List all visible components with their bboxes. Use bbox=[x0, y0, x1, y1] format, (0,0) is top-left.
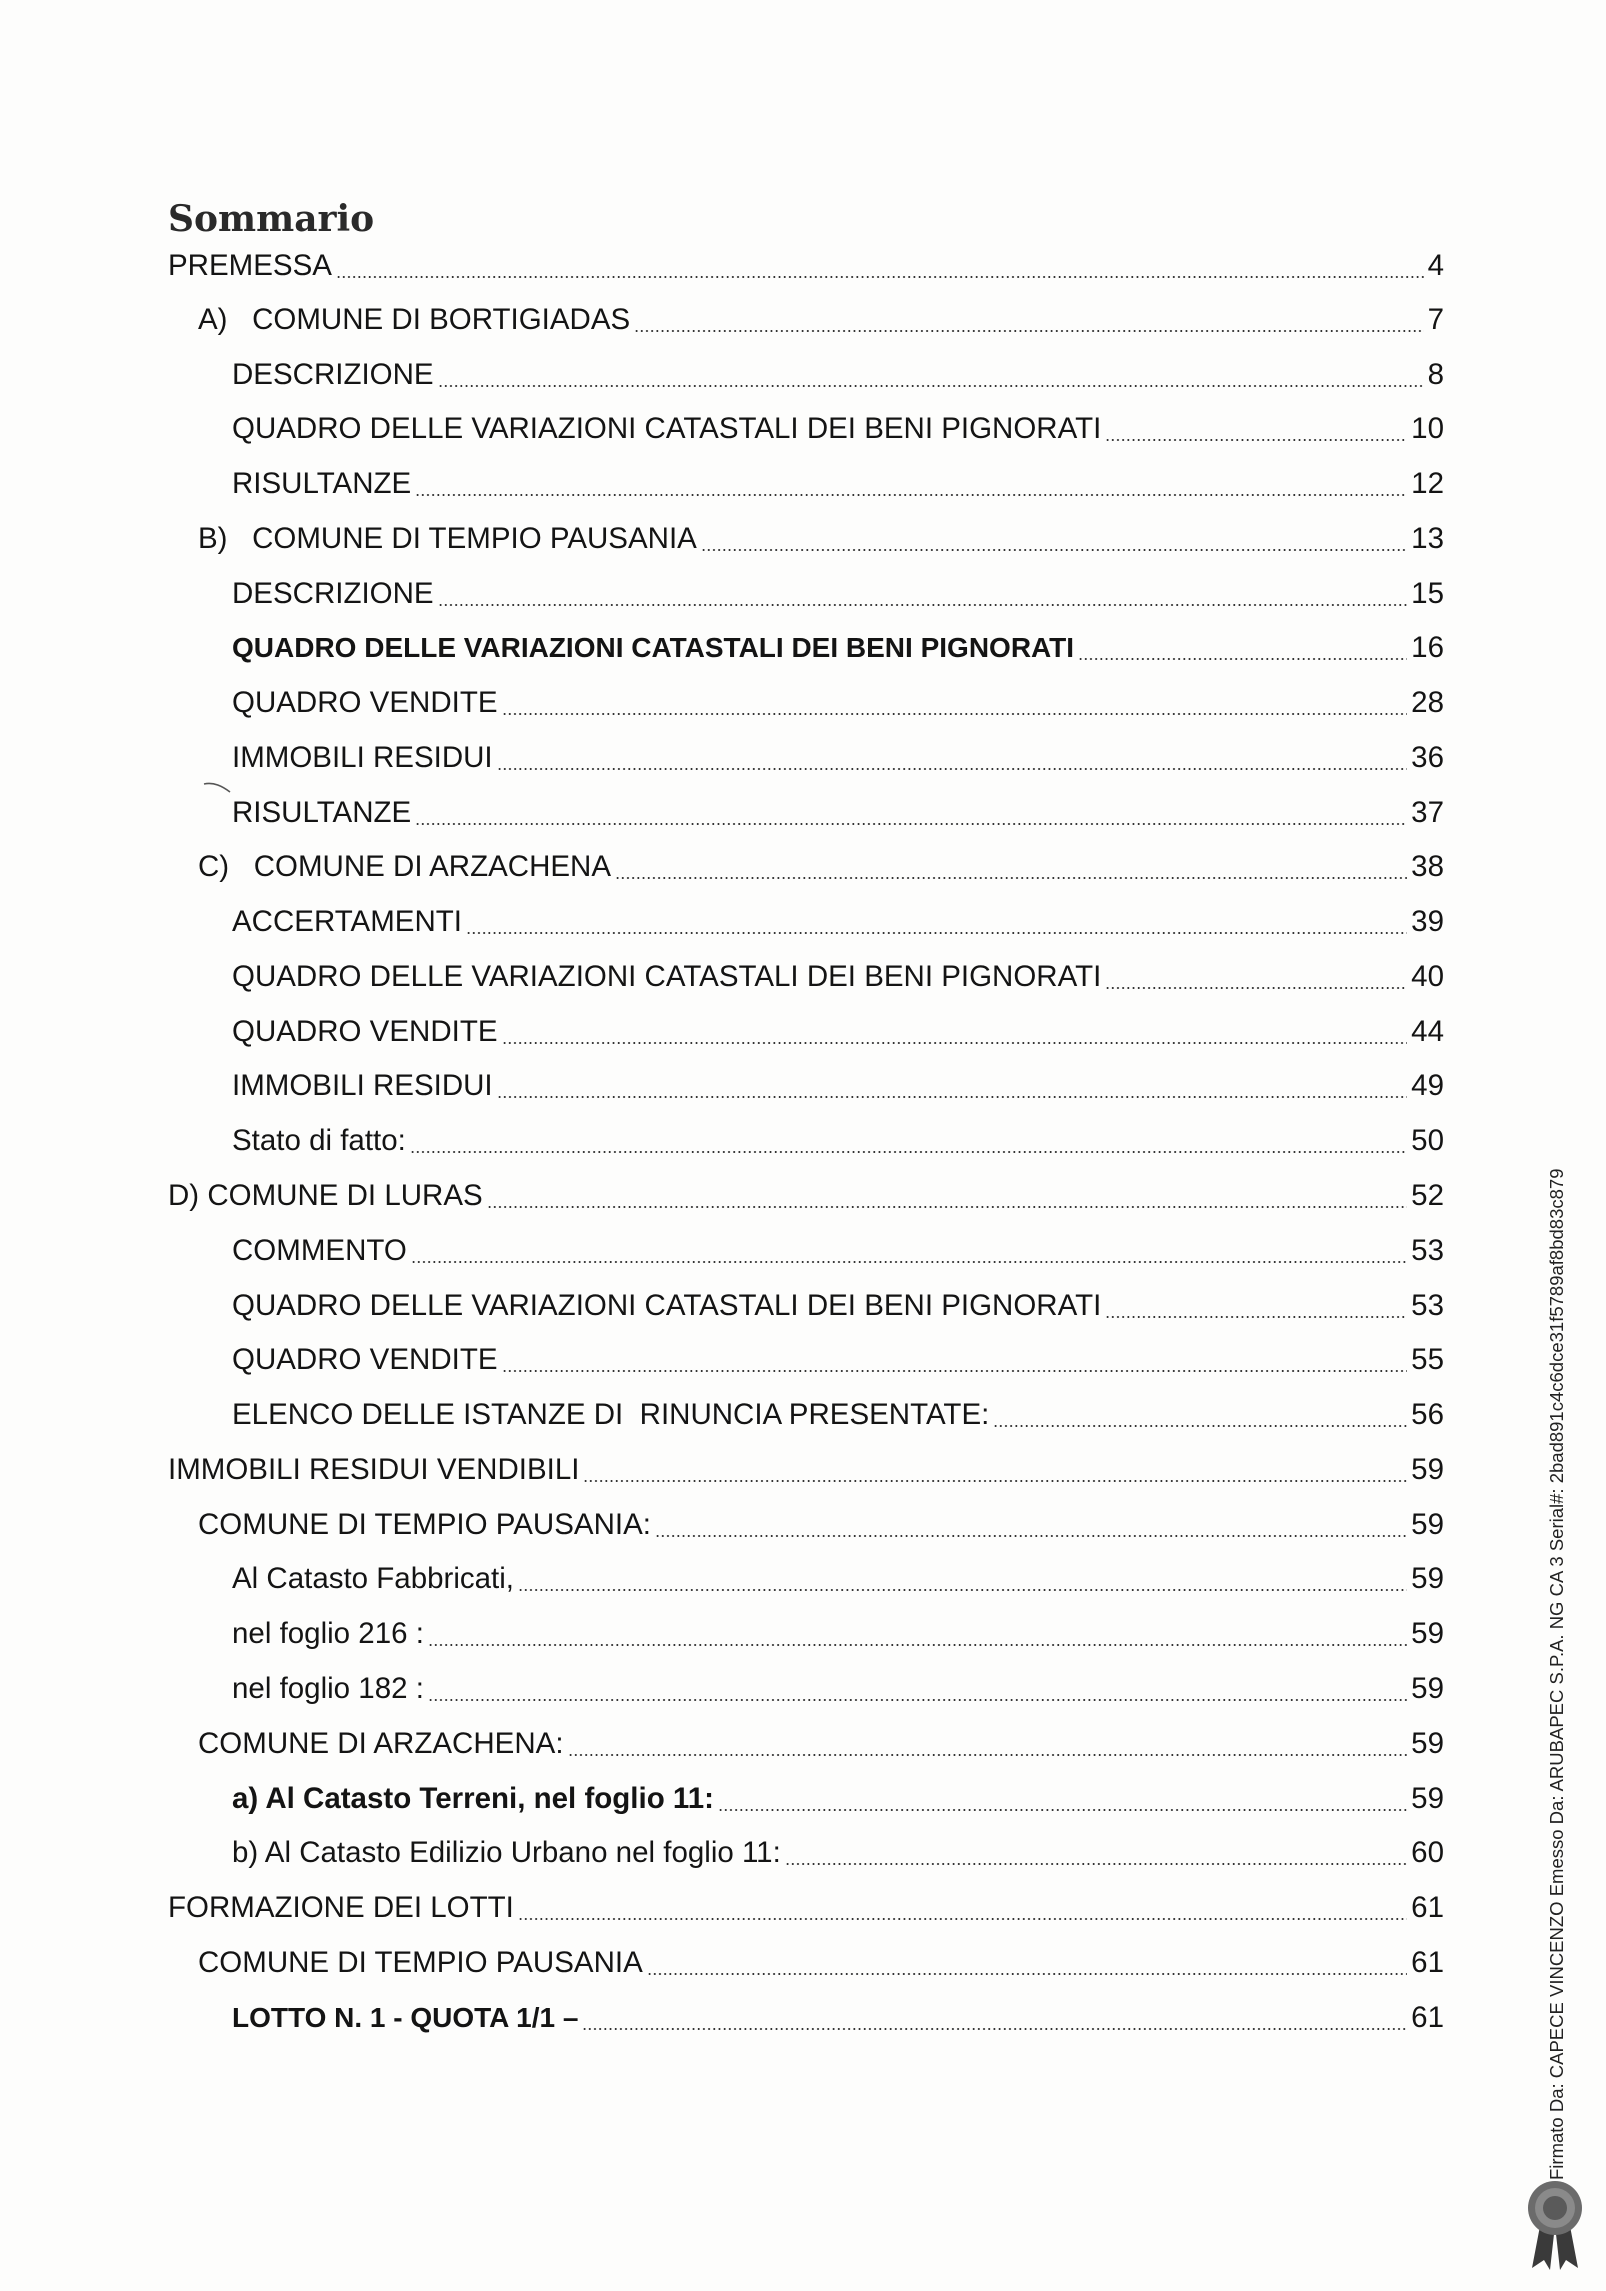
toc-entry bbox=[232, 1014, 1444, 1050]
toc-entry-page: 59 bbox=[1411, 1453, 1444, 1486]
toc-entry-page: 16 bbox=[1411, 631, 1444, 664]
toc-entry-page: 36 bbox=[1411, 741, 1444, 774]
toc-entry-page: 53 bbox=[1411, 1234, 1444, 1267]
toc-entry-page: 59 bbox=[1411, 1672, 1444, 1705]
toc-entry-title: b) Al Catasto Edilizio Urbano nel foglio 11: bbox=[232, 1836, 781, 1869]
toc-entry bbox=[232, 1835, 1444, 1871]
toc-entry bbox=[232, 1397, 1444, 1433]
toc-entry-title: DESCRIZIONE bbox=[232, 358, 434, 391]
toc-entry bbox=[232, 740, 1444, 776]
toc-entry-title: COMMENTO bbox=[232, 1234, 407, 1267]
toc-entry-page: 52 bbox=[1411, 1179, 1444, 1212]
toc-entry-page: 39 bbox=[1411, 905, 1444, 938]
page-title: Sommario bbox=[168, 198, 375, 240]
dot-leader bbox=[647, 1973, 1407, 1975]
toc-entry-title: PREMESSA bbox=[168, 249, 332, 282]
dot-leader bbox=[718, 1809, 1407, 1811]
toc-entry bbox=[232, 357, 1444, 393]
toc-entry bbox=[232, 1616, 1444, 1652]
toc-entry bbox=[232, 1781, 1444, 1817]
dot-leader bbox=[993, 1425, 1407, 1427]
dot-leader bbox=[336, 276, 1424, 278]
toc-entry-page: 12 bbox=[1411, 467, 1444, 500]
dot-leader bbox=[428, 1644, 1407, 1646]
toc-entry-title: Stato di fatto: bbox=[232, 1124, 406, 1157]
toc-entry bbox=[232, 1123, 1444, 1159]
toc-entry-page: 10 bbox=[1411, 412, 1444, 445]
toc-entry-title: QUADRO DELLE VARIAZIONI CATASTALI DEI BENI PIGNORATI bbox=[232, 1289, 1102, 1322]
toc-entry-page: 28 bbox=[1411, 686, 1444, 719]
toc-entry-title: RISULTANZE bbox=[232, 796, 412, 829]
toc-entry-title: D) COMUNE DI LURAS bbox=[168, 1179, 483, 1212]
dot-leader bbox=[1105, 987, 1407, 989]
toc-entry bbox=[232, 1671, 1444, 1707]
toc-entry-title: C) COMUNE DI ARZACHENA bbox=[198, 850, 612, 883]
toc-entry-title: IMMOBILI RESIDUI VENDIBILI bbox=[168, 1453, 580, 1486]
toc-entry-page: 37 bbox=[1411, 796, 1444, 829]
dot-leader bbox=[655, 1535, 1407, 1537]
dot-leader bbox=[411, 1261, 1407, 1263]
dot-leader bbox=[502, 713, 1408, 715]
dot-leader bbox=[415, 823, 1407, 825]
handwritten-mark bbox=[200, 778, 260, 800]
toc-entry-page: 44 bbox=[1411, 1015, 1444, 1048]
toc-entry-page: 15 bbox=[1411, 577, 1444, 610]
toc-entry-title: IMMOBILI RESIDUI bbox=[232, 1069, 493, 1102]
toc-entry-title: ACCERTAMENTI bbox=[232, 905, 463, 938]
toc-entry-title: RISULTANZE bbox=[232, 467, 412, 500]
toc-entry-title: A) COMUNE DI BORTIGIADAS bbox=[198, 303, 631, 336]
toc-entry bbox=[198, 1945, 1444, 1981]
dot-leader bbox=[615, 877, 1407, 879]
toc-entry-page: 61 bbox=[1411, 2001, 1444, 2034]
toc-entry-page: 55 bbox=[1411, 1343, 1444, 1376]
toc-entry-page: 59 bbox=[1411, 1727, 1444, 1760]
toc-entry-title: QUADRO VENDITE bbox=[232, 1343, 498, 1376]
toc-entry-title: QUADRO DELLE VARIAZIONI CATASTALI DEI BENI PIGNORATI bbox=[232, 412, 1102, 445]
dot-leader bbox=[1105, 439, 1407, 441]
toc-entry bbox=[232, 1561, 1444, 1597]
toc-entry-title: QUADRO VENDITE bbox=[232, 1015, 498, 1048]
dot-leader bbox=[466, 932, 1407, 934]
dot-leader bbox=[438, 604, 1408, 606]
toc-entry bbox=[232, 795, 1444, 831]
toc-entry-title: LOTTO N. 1 - QUOTA 1/1 – bbox=[232, 2002, 579, 2033]
toc-entry-title: a) Al Catasto Terreni, nel foglio 11: bbox=[232, 1782, 714, 1815]
dot-leader bbox=[634, 330, 1423, 332]
toc-entry-page: 49 bbox=[1411, 1069, 1444, 1102]
toc-entry-title: DESCRIZIONE bbox=[232, 577, 434, 610]
toc-entry-title: QUADRO VENDITE bbox=[232, 686, 498, 719]
dot-leader bbox=[502, 1370, 1408, 1372]
toc-entry bbox=[168, 248, 1444, 284]
toc-entry-page: 59 bbox=[1411, 1508, 1444, 1541]
toc-entry bbox=[168, 1178, 1444, 1214]
toc-entry bbox=[232, 904, 1444, 940]
toc-entry bbox=[232, 685, 1444, 721]
dot-leader bbox=[785, 1863, 1407, 1865]
toc-entry bbox=[232, 466, 1444, 502]
toc-entry bbox=[198, 849, 1444, 885]
dot-leader bbox=[1105, 1316, 1407, 1318]
toc-entry-page: 61 bbox=[1411, 1946, 1444, 1979]
toc-entry bbox=[198, 521, 1444, 557]
dot-leader bbox=[1078, 658, 1407, 660]
toc-entry-page: 61 bbox=[1411, 1891, 1444, 1924]
toc-entry-page: 53 bbox=[1411, 1289, 1444, 1322]
dot-leader bbox=[701, 549, 1407, 551]
toc-entry-title: nel foglio 182 : bbox=[232, 1672, 424, 1705]
toc-entry-title: FORMAZIONE DEI LOTTI bbox=[168, 1891, 514, 1924]
toc-entry-page: 8 bbox=[1427, 358, 1444, 391]
toc-entry bbox=[168, 1452, 1444, 1488]
dot-leader bbox=[502, 1042, 1408, 1044]
toc-entry-title: nel foglio 216 : bbox=[232, 1617, 424, 1650]
toc-entry-title: QUADRO DELLE VARIAZIONI CATASTALI DEI BENI PIGNORATI bbox=[232, 632, 1075, 663]
toc-entry-page: 40 bbox=[1411, 960, 1444, 993]
toc-entry-page: 56 bbox=[1411, 1398, 1444, 1431]
toc-entry-page: 13 bbox=[1411, 522, 1444, 555]
toc-entry bbox=[232, 1342, 1444, 1378]
toc-entry-page: 60 bbox=[1411, 1836, 1444, 1869]
toc-entry-title: COMUNE DI TEMPIO PAUSANIA: bbox=[198, 1508, 651, 1541]
toc-entry-title: IMMOBILI RESIDUI bbox=[232, 741, 493, 774]
toc-entry-page: 59 bbox=[1411, 1562, 1444, 1595]
toc-entry bbox=[232, 1233, 1444, 1269]
dot-leader bbox=[428, 1699, 1407, 1701]
digital-signature-text: Firmato Da: CAPECE VINCENZO Emesso Da: ARUBAPEC S.P.A. NG CA 3 Serial#: 2bad891c4c6dce31f5789af8bd83c879 bbox=[1546, 1168, 1567, 2180]
award-ribbon-icon bbox=[1520, 2176, 1590, 2272]
toc-entry bbox=[168, 1890, 1444, 1926]
dot-leader bbox=[410, 1151, 1407, 1153]
toc-entry-page: 4 bbox=[1427, 249, 1444, 282]
toc-entry bbox=[198, 1726, 1444, 1762]
dot-leader bbox=[487, 1206, 1407, 1208]
toc-entry bbox=[232, 959, 1444, 995]
dot-leader bbox=[497, 768, 1408, 770]
dot-leader bbox=[568, 1754, 1408, 1756]
toc-entry bbox=[232, 411, 1444, 447]
toc-entry-page: 50 bbox=[1411, 1124, 1444, 1157]
toc-entry-page: 59 bbox=[1411, 1617, 1444, 1650]
toc-entry-page: 7 bbox=[1427, 303, 1444, 336]
toc-entry-title: ELENCO DELLE ISTANZE DI RINUNCIA PRESENTATE: bbox=[232, 1398, 990, 1431]
toc-entry-page: 38 bbox=[1411, 850, 1444, 883]
toc-entry bbox=[198, 1507, 1444, 1543]
toc-entry bbox=[232, 630, 1444, 666]
toc-entry bbox=[232, 2000, 1444, 2036]
dot-leader bbox=[415, 494, 1407, 496]
toc-entry bbox=[198, 302, 1444, 338]
toc-entry-title: COMUNE DI TEMPIO PAUSANIA bbox=[198, 1946, 643, 1979]
toc-entry bbox=[232, 1288, 1444, 1324]
toc-entry-title: QUADRO DELLE VARIAZIONI CATASTALI DEI BENI PIGNORATI bbox=[232, 960, 1102, 993]
dot-leader bbox=[438, 385, 1424, 387]
toc-entry-title: COMUNE DI ARZACHENA: bbox=[198, 1727, 564, 1760]
toc-entry-title: B) COMUNE DI TEMPIO PAUSANIA bbox=[198, 522, 697, 555]
dot-leader bbox=[518, 1589, 1407, 1591]
toc-entry bbox=[232, 576, 1444, 612]
dot-leader bbox=[583, 1480, 1407, 1482]
toc-entry bbox=[232, 1068, 1444, 1104]
dot-leader bbox=[497, 1096, 1408, 1098]
toc-entry-page: 59 bbox=[1411, 1782, 1444, 1815]
dot-leader bbox=[582, 2028, 1407, 2030]
dot-leader bbox=[518, 1918, 1407, 1920]
toc-entry-title: Al Catasto Fabbricati, bbox=[232, 1562, 515, 1595]
